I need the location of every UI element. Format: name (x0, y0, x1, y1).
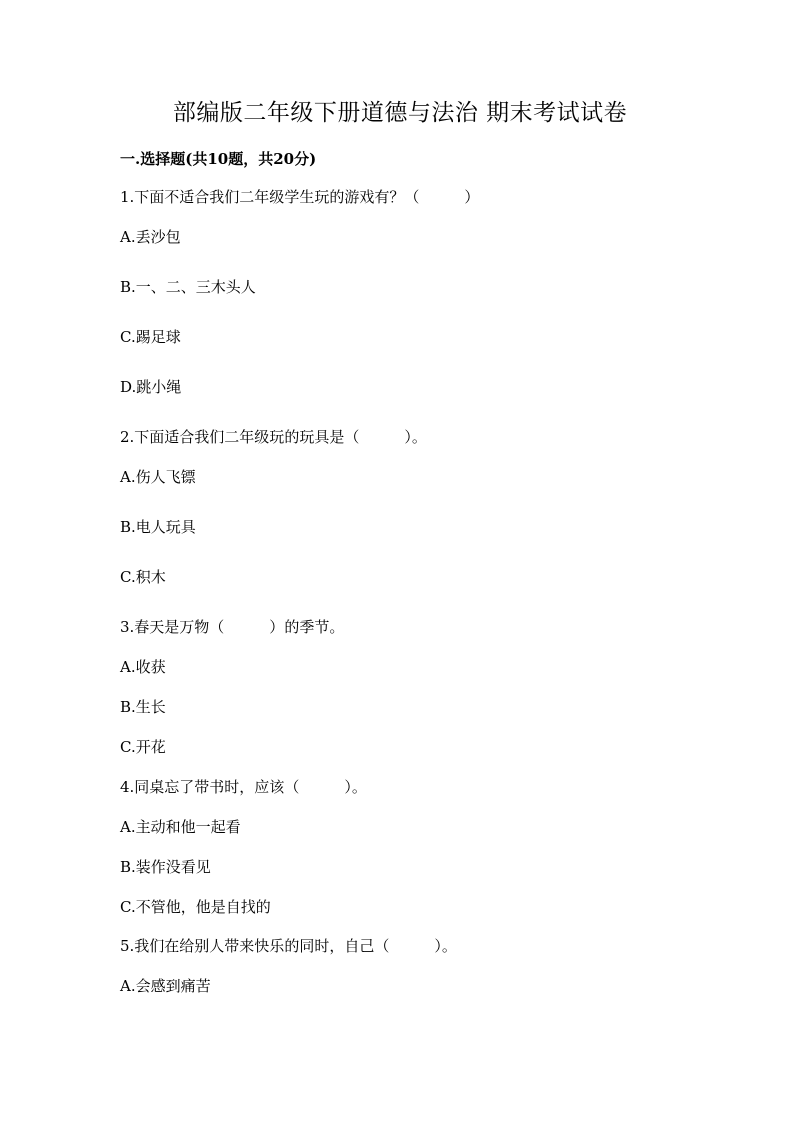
question-1-stem: 1.下面不适合我们二年级学生玩的游戏有？（ ） (120, 188, 480, 206)
question-1-option-a: A.丢沙包 (120, 228, 181, 246)
question-2-stem: 2.下面适合我们二年级玩的玩具是（ ）。 (120, 428, 427, 446)
page-title: 部编版二年级下册道德与法治 期末考试试卷 (172, 100, 628, 126)
question-2-option-b: B.电人玩具 (120, 518, 196, 536)
question-4-option-a: A.主动和他一起看 (120, 818, 241, 836)
question-4-option-c: C.不管他，他是自找的 (120, 898, 271, 916)
question-4-option-b: B.装作没看见 (120, 858, 211, 876)
question-1-option-c: C.踢足球 (120, 328, 181, 346)
question-5-stem: 5.我们在给别人带来快乐的同时，自己（ ）。 (120, 937, 457, 955)
question-3-option-c: C.开花 (120, 738, 166, 756)
question-1-option-b: B.一、二、三木头人 (120, 278, 256, 296)
section-heading: 一.选择题(共10题，共20分) (120, 150, 317, 168)
question-2-option-c: C.积木 (120, 568, 166, 586)
question-1-option-d: D.跳小绳 (120, 378, 182, 396)
question-5-option-a: A.会感到痛苦 (120, 977, 211, 995)
question-2-option-a: A.伤人飞镖 (120, 468, 196, 486)
question-3-stem: 3.春天是万物（ ）的季节。 (120, 618, 345, 636)
question-3-option-b: B.生长 (120, 698, 166, 716)
question-4-stem: 4.同桌忘了带书时，应该（ ）。 (120, 778, 367, 796)
question-3-option-a: A.收获 (120, 658, 166, 676)
